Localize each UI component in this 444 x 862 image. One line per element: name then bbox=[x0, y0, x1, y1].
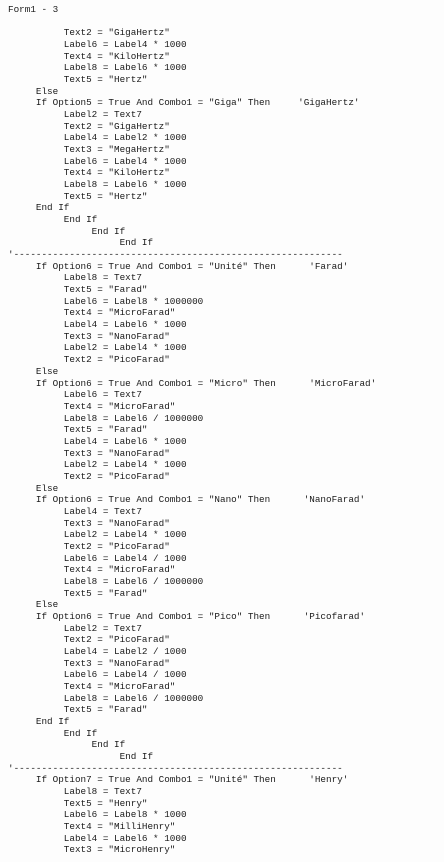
code-line: Text2 = "GigaHertz" bbox=[8, 120, 170, 132]
code-line: '----------------------------------------------------------- bbox=[8, 762, 343, 774]
code-line: Text2 = "PicoFarad" bbox=[8, 540, 170, 552]
code-line: End If bbox=[8, 225, 126, 237]
code-line: Text5 = "Henry" bbox=[8, 797, 148, 809]
code-line: Label8 = Label6 / 1000000 bbox=[8, 412, 204, 424]
code-line: Text4 = "MicroFarad" bbox=[8, 307, 176, 319]
code-line: Label8 = Text7 bbox=[8, 272, 142, 284]
code-line: Text4 = "MilliHenry" bbox=[8, 821, 176, 833]
code-line: Label4 = Label2 * 1000 bbox=[8, 132, 187, 144]
code-line: End If bbox=[8, 202, 70, 214]
code-line: Text3 = "NanoFarad" bbox=[8, 657, 170, 669]
code-line: Else bbox=[8, 85, 59, 97]
code-line: Text2 = "PicoFarad" bbox=[8, 354, 170, 366]
code-line: End If bbox=[8, 751, 154, 762]
code-line: Label4 = Text7 bbox=[8, 505, 142, 517]
code-line: Text3 = "NanoFarad" bbox=[8, 447, 170, 459]
code-line: '----------------------------------------------------------- bbox=[8, 249, 343, 261]
code-line: Else bbox=[8, 599, 59, 611]
code-line: Text5 = "Farad" bbox=[8, 424, 148, 436]
code-listing bbox=[8, 4, 376, 856]
code-line: Label8 = Label6 * 1000 bbox=[8, 62, 187, 74]
code-line: Label6 = Label4 / 1000 bbox=[8, 669, 187, 681]
code-line: Label6 = Label4 * 1000 bbox=[8, 39, 187, 51]
code-line: End If bbox=[8, 739, 126, 751]
code-line: Label6 = Label8 * 1000000 bbox=[8, 295, 204, 307]
code-line: Text3 = "MicroHenry" bbox=[8, 844, 176, 856]
code-line: If Option7 = True And Combo1 = "Unité" Then 'Henry' bbox=[8, 774, 349, 786]
code-line: If Option6 = True And Combo1 = "Micro" Then 'MicroFarad' bbox=[8, 377, 377, 389]
code-line: Text3 = "NanoFarad" bbox=[8, 517, 170, 529]
code-line: End If bbox=[8, 715, 70, 727]
code-line: Text3 = "MegaHertz" bbox=[8, 144, 170, 156]
code-line: If Option6 = True And Combo1 = "Unité" Then 'Farad' bbox=[8, 260, 349, 272]
code-line: Text2 = "PicoFarad" bbox=[8, 470, 170, 482]
code-line: Label6 = Label4 / 1000 bbox=[8, 552, 187, 564]
code-line: Label2 = Text7 bbox=[8, 622, 142, 634]
code-line: Label2 = Label4 * 1000 bbox=[8, 342, 187, 354]
code-line: Text4 = "KiloHertz" bbox=[8, 50, 170, 62]
code-line: Label2 = Text7 bbox=[8, 109, 142, 121]
code-line: Text5 = "Farad" bbox=[8, 284, 148, 296]
code-line: Label2 = Label4 * 1000 bbox=[8, 459, 187, 471]
code-line: Label4 = Label6 * 1000 bbox=[8, 832, 187, 844]
code-line: Text2 = "PicoFarad" bbox=[8, 634, 170, 646]
code-line: Text3 = "NanoFarad" bbox=[8, 330, 170, 342]
code-line: Else bbox=[8, 482, 59, 494]
code-line: Text4 = "MicroFarad" bbox=[8, 680, 176, 692]
code-line: Label6 = Text7 bbox=[8, 389, 142, 401]
code-line: Label6 = Label4 * 1000 bbox=[8, 155, 187, 167]
code-line: Label4 = Label6 * 1000 bbox=[8, 319, 187, 331]
code-line: Text5 = "Farad" bbox=[8, 704, 148, 716]
code-line: Label8 = Text7 bbox=[8, 786, 142, 798]
code-line: Label4 = Label6 * 1000 bbox=[8, 435, 187, 447]
code-line: If Option6 = True And Combo1 = "Pico" Then 'Picofarad' bbox=[8, 610, 366, 622]
code-line: Else bbox=[8, 365, 59, 377]
code-line: Label8 = Label6 * 1000 bbox=[8, 179, 187, 191]
code-line: Text2 = "GigaHertz" bbox=[8, 27, 170, 39]
code-line: Text4 = "MicroFarad" bbox=[8, 400, 176, 412]
code-line: Label8 = Label6 / 1000000 bbox=[8, 692, 204, 704]
code-line: If Option6 = True And Combo1 = "Nano" Then 'NanoFarad' bbox=[8, 494, 366, 506]
code-line: End If bbox=[8, 237, 154, 249]
code-line: Text4 = "KiloHertz" bbox=[8, 167, 170, 179]
code-line bbox=[8, 16, 376, 28]
code-line: Text5 = "Hertz" bbox=[8, 190, 148, 202]
code-line: Text5 = "Hertz" bbox=[8, 74, 148, 86]
page-header: Form1 - 3 bbox=[8, 4, 59, 15]
code-line: End If bbox=[8, 727, 98, 739]
code-line: Label2 = Label4 * 1000 bbox=[8, 529, 187, 541]
code-line: Text4 = "MicroFarad" bbox=[8, 564, 176, 576]
code-line: Text5 = "Farad" bbox=[8, 587, 148, 599]
code-line: Label4 = Label2 / 1000 bbox=[8, 645, 187, 657]
code-line: If Option5 = True And Combo1 = "Giga" Then 'GigaHertz' bbox=[8, 97, 360, 109]
code-line: Label6 = Label8 * 1000 bbox=[8, 809, 187, 821]
code-line: Label8 = Label6 / 1000000 bbox=[8, 575, 204, 587]
code-line: End If bbox=[8, 214, 98, 226]
